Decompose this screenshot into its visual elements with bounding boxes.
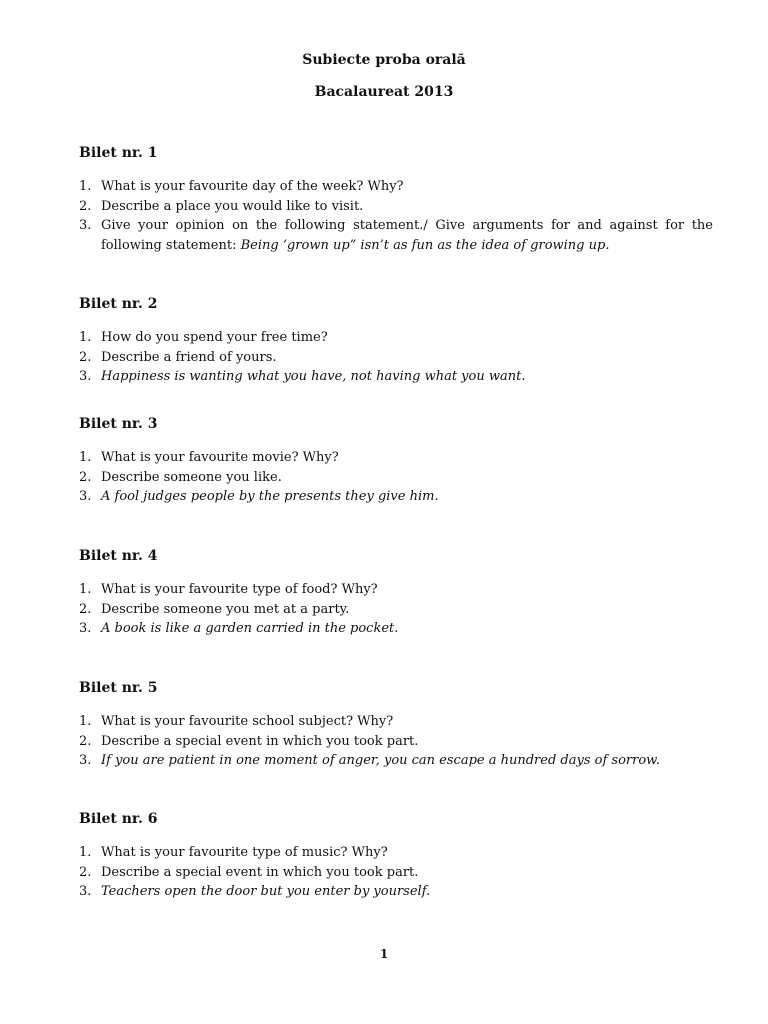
ticket-section <box>79 294 713 387</box>
question-item <box>79 580 713 600</box>
question-list <box>79 328 713 387</box>
question-list <box>79 448 713 507</box>
question-item <box>79 367 713 387</box>
question-item <box>79 619 713 639</box>
question-number: 3. <box>79 621 92 636</box>
question-text: What is your favourite type of music? Why? <box>101 845 388 860</box>
question-number: 1. <box>79 845 92 860</box>
question-item <box>79 177 713 197</box>
question-text: Describe a special event in which you took part. <box>101 733 419 749</box>
question-list <box>79 177 713 255</box>
question-item <box>79 468 713 488</box>
question-item <box>79 216 713 255</box>
page-title: Subiecte proba orală <box>302 52 466 68</box>
page-subtitle: Bacalaureat 2013 <box>314 84 454 100</box>
question-list <box>79 580 713 639</box>
ticket-section <box>79 546 713 639</box>
page-number: 1 <box>379 947 389 961</box>
question-item <box>79 843 713 863</box>
question-item <box>79 712 713 732</box>
question-text: How do you spend your free time? <box>101 330 328 345</box>
question-item <box>79 197 713 217</box>
question-item <box>79 882 713 902</box>
question-text: Describe a friend of yours. <box>101 349 277 365</box>
question-number: 1. <box>79 179 92 194</box>
question-item <box>79 732 713 752</box>
question-number: 1. <box>79 330 92 345</box>
ticket-section <box>79 809 713 902</box>
question-number: 1. <box>79 714 92 729</box>
question-item <box>79 348 713 368</box>
ticket-heading: Bilet nr. 6 <box>79 811 158 827</box>
question-item <box>79 600 713 620</box>
question-number: 2. <box>79 198 92 214</box>
question-list <box>79 712 713 771</box>
question-quote: Being ‘grown up” isn’t as fun as the idea of growing up. <box>240 237 610 253</box>
question-text: What is your favourite school subject? Why? <box>101 714 394 729</box>
question-quote: Teachers open the door but you enter by yourself. <box>101 884 431 899</box>
question-item <box>79 487 713 507</box>
question-text: What is your favourite type of food? Why? <box>101 582 378 597</box>
question-number: 1. <box>79 582 92 597</box>
question-number: 1. <box>79 450 92 465</box>
question-quote: A book is like a garden carried in the pocket. <box>101 621 399 636</box>
question-number: 3. <box>79 753 92 768</box>
question-item <box>79 863 713 883</box>
question-text: Describe a place you would like to visit. <box>101 198 364 214</box>
question-list <box>79 843 713 902</box>
question-item <box>79 448 713 468</box>
question-number: 2. <box>79 469 92 485</box>
question-quote: If you are patient in one moment of anger, you can escape a hundred days of sorrow. <box>101 753 660 768</box>
ticket-section <box>79 414 713 507</box>
ticket-heading: Bilet nr. 2 <box>79 296 158 312</box>
question-quote: A fool judges people by the presents they give him. <box>101 489 439 504</box>
question-number: 3. <box>79 218 92 233</box>
ticket-heading: Bilet nr. 4 <box>79 548 158 564</box>
question-text: Describe a special event in which you took part. <box>101 864 419 880</box>
question-item <box>79 328 713 348</box>
ticket-heading: Bilet nr. 5 <box>79 680 158 696</box>
question-number: 3. <box>79 489 92 504</box>
question-number: 2. <box>79 349 92 365</box>
question-number: 2. <box>79 601 92 617</box>
question-number: 3. <box>79 369 92 384</box>
question-text: What is your favourite day of the week? Why? <box>101 179 404 194</box>
ticket-section <box>79 143 713 255</box>
question-number: 2. <box>79 733 92 749</box>
question-item <box>79 751 713 771</box>
question-number: 2. <box>79 864 92 880</box>
question-text: Give your opinion on the following statement./ Give arguments for and against for the following statement: <box>101 218 713 253</box>
question-number: 3. <box>79 884 92 899</box>
question-text: Describe someone you like. <box>101 469 282 485</box>
ticket-heading: Bilet nr. 3 <box>79 416 158 432</box>
question-text: What is your favourite movie? Why? <box>101 450 339 465</box>
ticket-section <box>79 678 713 771</box>
question-quote: Happiness is wanting what you have, not having what you want. <box>101 369 526 384</box>
question-text: Describe someone you met at a party. <box>101 601 350 617</box>
ticket-heading: Bilet nr. 1 <box>79 145 158 161</box>
